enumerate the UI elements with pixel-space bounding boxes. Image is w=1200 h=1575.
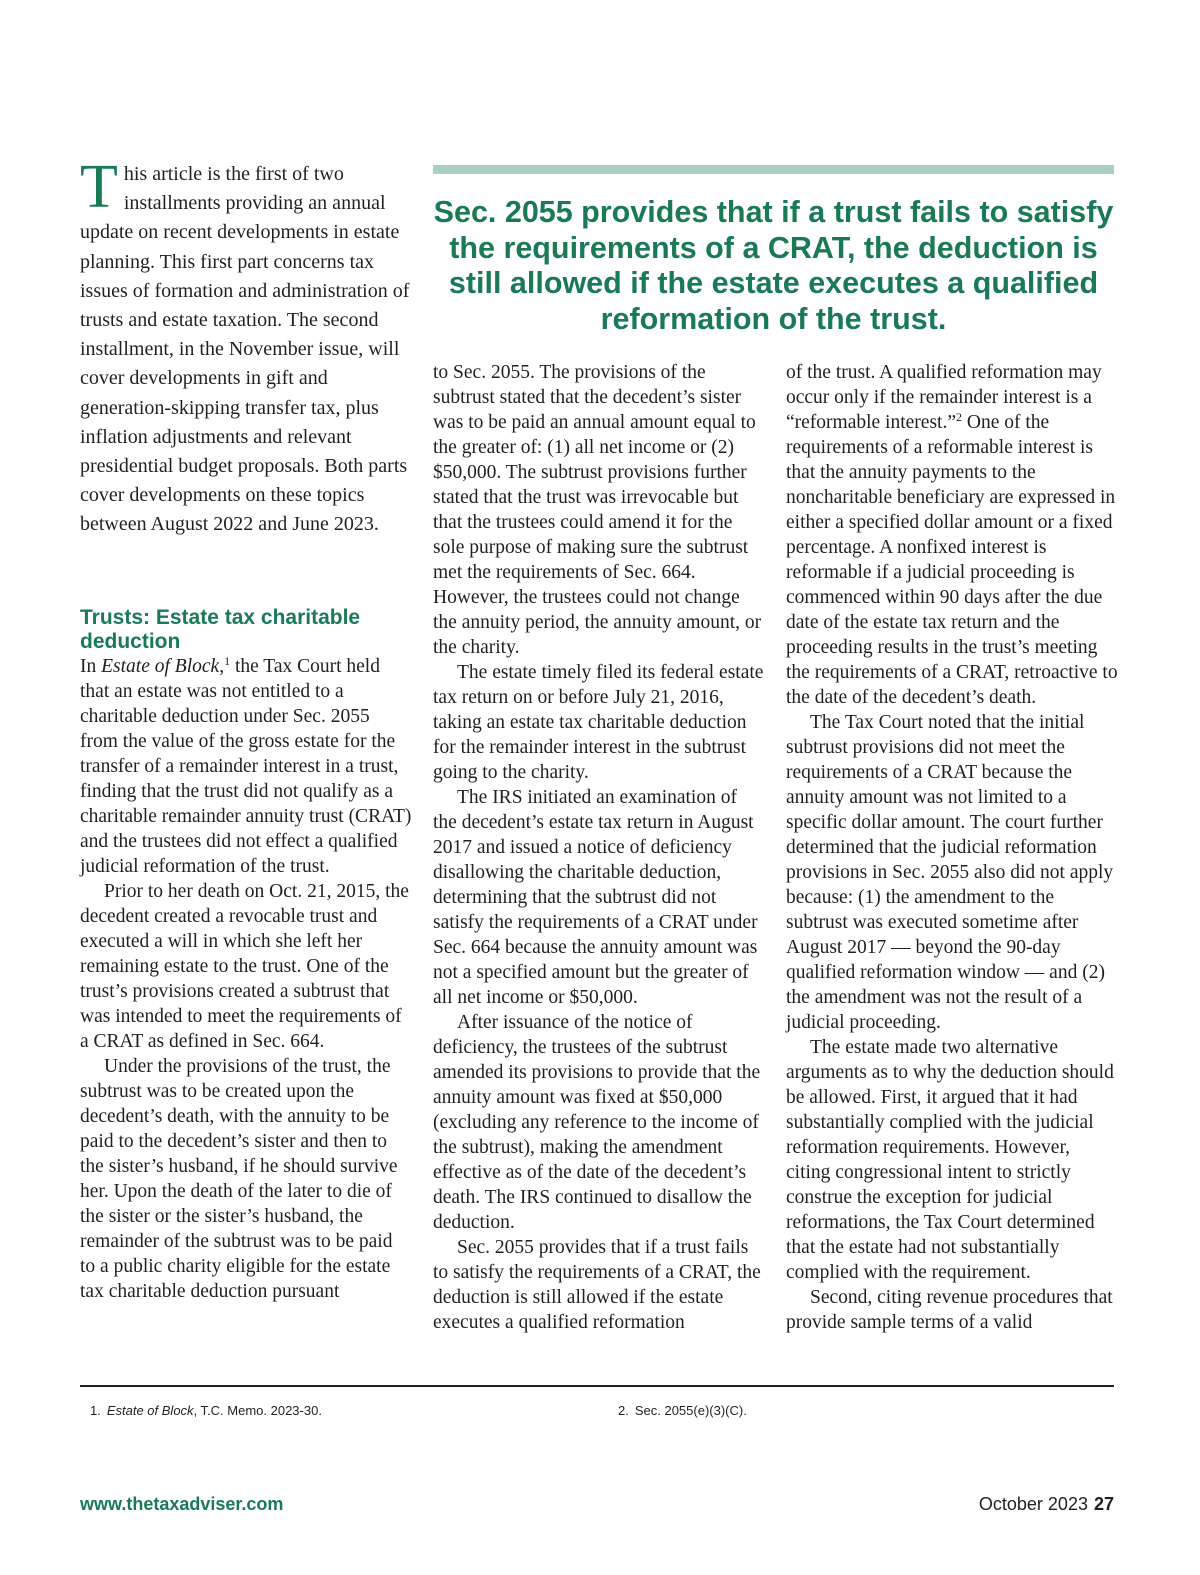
footnote-2-number: 2. — [618, 1403, 629, 1418]
footnote-1-case: Estate of Block — [106, 1403, 194, 1418]
site-url: www.thetaxadviser.com — [80, 1494, 284, 1514]
col2-paragraph-4: After issuance of the notice of deficiency, the trustees of the subtrust amended its provisions to provide that the annuity amount was fixed at $50,000 (excluding any reference to the income of the subtrust), making the amendment effective as of the date of the decedent’s death. The IRS continued to disallow the deduction. — [433, 1012, 761, 1233]
footnote-divider — [80, 1385, 1114, 1387]
col3-p1-lead: of the trust. A qualified reformation may occur only if the remainder interest is a “reformable interest.” — [786, 362, 1102, 433]
col3-paragraph-3: The estate made two alternative arguments as to why the deduction should be allowed. First, it argued that it had substantially complied with the judicial reformation requirements. However, citing congressional intent to strictly construe the exception for judicial reformations, the Tax Court determined that the estate had not substantially complied with the requirement. — [786, 1037, 1114, 1283]
footnote-2-text: Sec. 2055(e)(3)(C). — [634, 1403, 747, 1418]
col2-paragraph-5: Sec. 2055 provides that if a trust fails to satisfy the requirements of a CRAT, the deduction is still allowed if the estate executes a qualified reformation — [433, 1237, 761, 1333]
col1-paragraph-2: Prior to her death on Oct. 21, 2015, the decedent created a revocable trust and executed a will in which she left her remaining estate to the trust. One of the trust’s provisions created a subtrust that was intended to meet the requirements of a CRAT as defined in Sec. 664. — [80, 881, 409, 1052]
col1-p1-body: the Tax Court held that an estate was not entitled to a charitable deduction under Sec. 2055 from the value of the gross estate for the transfer of a remainder interest in a trust, finding that the trust did not qualify as a charitable remainder annuity trust (CRAT) and the trustees did not effect a qualified judicial reformation of the trust. — [80, 656, 412, 877]
footnote-1-number: 1. — [90, 1403, 101, 1418]
footnote-1 — [90, 1402, 322, 1420]
col3-p1-body: One of the requirements of a reformable interest is that the annuity payments to the noncharitable beneficiary are expressed in either a specified dollar amount or a fixed percentage. A nonfixed interest is reformable if a judicial proceeding is commenced within 90 days after the due date of the estate tax return and the proceeding results in the trust’s meeting the requirements of a CRAT, retroactive to the date of the decedent’s death. — [786, 412, 1118, 708]
col2-paragraph-2: The estate timely filed its federal estate tax return on or before July 21, 2016, taking an estate tax charitable deduction for the remainder interest in the subtrust going to the charity. — [433, 662, 764, 783]
case-name: Estate of Block — [101, 656, 220, 677]
footnote-1-text: , T.C. Memo. 2023-30. — [193, 1403, 322, 1418]
pull-quote-bar — [433, 165, 1114, 174]
col3-paragraph-1 — [786, 360, 1118, 710]
column-1 — [80, 340, 412, 1304]
footnote-ref-2: 2 — [956, 410, 962, 424]
col1-paragraph-3: Under the provisions of the trust, the subtrust was to be created upon the decedent’s death, with the annuity to be paid to the decedent’s sister and then to the sister’s husband, if he should survive her. Upon the death of the later to die of the sister or the sister’s husband, the remainder of the subtrust was to be paid to a public charity eligible for the estate tax charitable deduction pursuant — [80, 1056, 398, 1302]
col1-paragraph-1: In Estate of Block,$^1$ the Tax Court held that an estate was not entitled to a charitable deduction under Sec. 2055 from the value of the gross estate for the transfer of a remainder interest in a trust, finding that the trust did not qualify as a charitable remainder annuity trust (CRAT) and the trustees did not effect a qualified judicial reformation of the trust. — [80, 654, 412, 877]
col1-p1-lead: In — [80, 656, 102, 677]
section-heading: Trusts: Estate tax charitable deduction — [80, 606, 361, 653]
intro-text: his article is the first of two installments providing an annual update on recent developments in estate planning. This first part concerns tax issues of formation and administration of trusts and estate taxation. The second installment, in the November issue, will cover developments in gift and generation-skipping transfer tax, plus inflation adjustments and relevant presidential budget proposals. Both parts cover developments on these topics between August 2022 and June 2023. — [80, 163, 410, 536]
col2-paragraph-3: The IRS initiated an examination of the decedent’s estate tax return in August 2017 and issued a notice of deficiency disallowing the charitable deduction, determining that the subtrust did not satisfy the requirements of a CRAT under Sec. 664 because the annuity amount was not a specified amount but the greater of all net income or $50,000. — [433, 787, 758, 1008]
issue-date: October 2023 — [978, 1494, 1088, 1514]
issue-info — [979, 1494, 1114, 1515]
column-2 — [433, 360, 765, 1335]
footnote-ref-1: 1 — [224, 654, 231, 668]
page-number: 27 — [1093, 1494, 1114, 1514]
col2-paragraph-1: to Sec. 2055. The provisions of the subtrust stated that the decedent’s sister was to be paid an annual amount equal to the greater of: (1) all net income or (2) $50,000. The subtrust provisions further stated that the trust was irrevocable but that the trustees could amend it for the sole purpose of making sure the subtrust met the requirements of Sec. 664. However, the trustees could not change the annuity period, the annuity amount, or the charity. — [433, 362, 762, 658]
pull-quote: Sec. 2055 provides that if a trust fails to satisfy the requirements of a CRAT, the deduction is still allowed if the estate executes a qualified reformation of the trust. — [433, 195, 1114, 336]
col3-paragraph-2: The Tax Court noted that the initial subtrust provisions did not meet the requirements of a CRAT because the annuity amount was not limited to a specific dollar amount. The court further determined that the judicial reformation provisions in Sec. 2055 also did not apply because: (1) the amendment to the subtrust was executed sometime after August 2017 — beyond the 90-day qualified reformation window — and (2) the amendment was not the result of a judicial proceeding. — [786, 712, 1114, 1033]
drop-cap: T — [80, 153, 118, 221]
column-3 — [786, 360, 1118, 1335]
footnote-2 — [618, 1402, 747, 1420]
col3-paragraph-4: Second, citing revenue procedures that provide sample terms of a valid — [786, 1287, 1113, 1333]
